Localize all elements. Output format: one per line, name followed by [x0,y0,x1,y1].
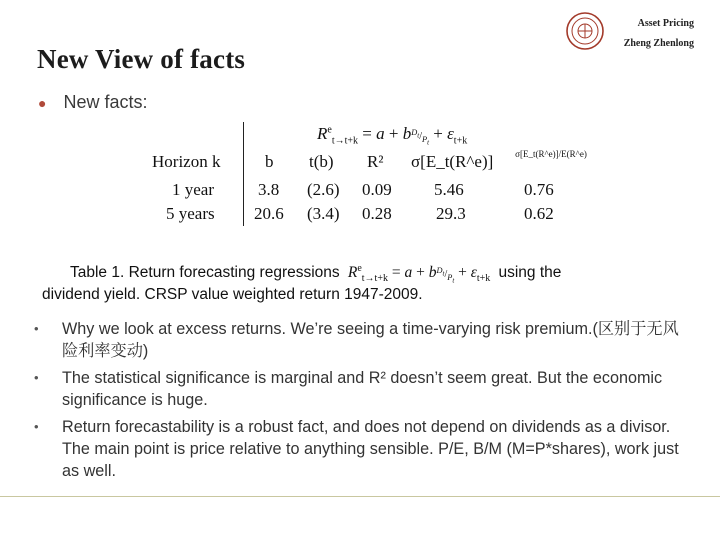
regression-formula: $R^e_{t\to t+k} = a + b^{D_t}/_{P_t} + \varepsilon_{t+k}$ [317,124,468,147]
bullet-icon: • [34,370,39,385]
row-2-b: 20.6 [254,204,284,223]
col-horizon: Horizon k [152,152,221,171]
subhead [38,92,148,113]
row-2-tb: (3.4) [307,204,340,223]
row-1-tb: (2.6) [307,180,340,199]
bullet-text: The statistical significance is marginal and R² doesn’t seem great. But the economic significance is huge. [62,369,663,409]
author-name: Zheng Zhenlong [623,38,694,49]
university-seal-icon [566,12,604,50]
caption-formula: $R^e_{t\to t+k} = a + b^{D_t}/_{P_t} + \varepsilon_{t+k}$ [347,263,491,285]
row-2-r2: 0.28 [362,204,392,223]
row-1-sigma: 5.46 [434,180,464,199]
bullet-text: Return forecastability is a robust fact, and does not depend on dividends as a divisor. The main point is price relative to anything sensible. P/E, B/M (M=P*shares), work just as well. [62,418,679,480]
bullet-text: Why we look at excess returns. We’re seeing a time-varying risk premium.(区别于无风险利率变动) [62,320,679,360]
regression-figure [40,120,700,310]
col-sigma: σ[E_t(R^e)] [411,152,494,171]
page-title: New View of facts [37,44,246,74]
caption-line-1 [70,263,561,285]
table-rule [243,122,244,226]
row-1-b: 3.8 [258,180,280,199]
row-1-r2: 0.09 [362,180,392,199]
bullet-icon: • [34,419,39,434]
list-item [34,318,684,362]
col-tb: t(b) [309,152,334,171]
row-1-ratio: 0.76 [524,180,554,199]
row-2-ratio: 0.62 [524,204,554,223]
col-b: b [265,152,274,171]
bullet-icon: ● [38,95,47,111]
row-2-horizon: 5 years [166,204,215,223]
list-item [34,367,684,411]
footer-divider [0,496,720,497]
col-r2: R² [367,152,384,171]
list-item [34,416,684,482]
course-name: Asset Pricing [637,18,694,29]
header-info [624,14,694,54]
row-2-sigma: 29.3 [436,204,466,223]
caption-end: using the [498,264,562,282]
row-1-horizon: 1 year [172,180,215,199]
caption-line-2: dividend yield. CRSP value weighted return 1947-2009. [42,286,423,303]
subhead-text: New facts: [63,92,148,112]
bullet-list [34,318,684,487]
bullet-icon: • [34,321,39,336]
caption-start: Table 1. Return forecasting regressions [70,264,340,282]
col-ratio: σ[E_t(R^e)]/E(R^e) [515,149,587,159]
